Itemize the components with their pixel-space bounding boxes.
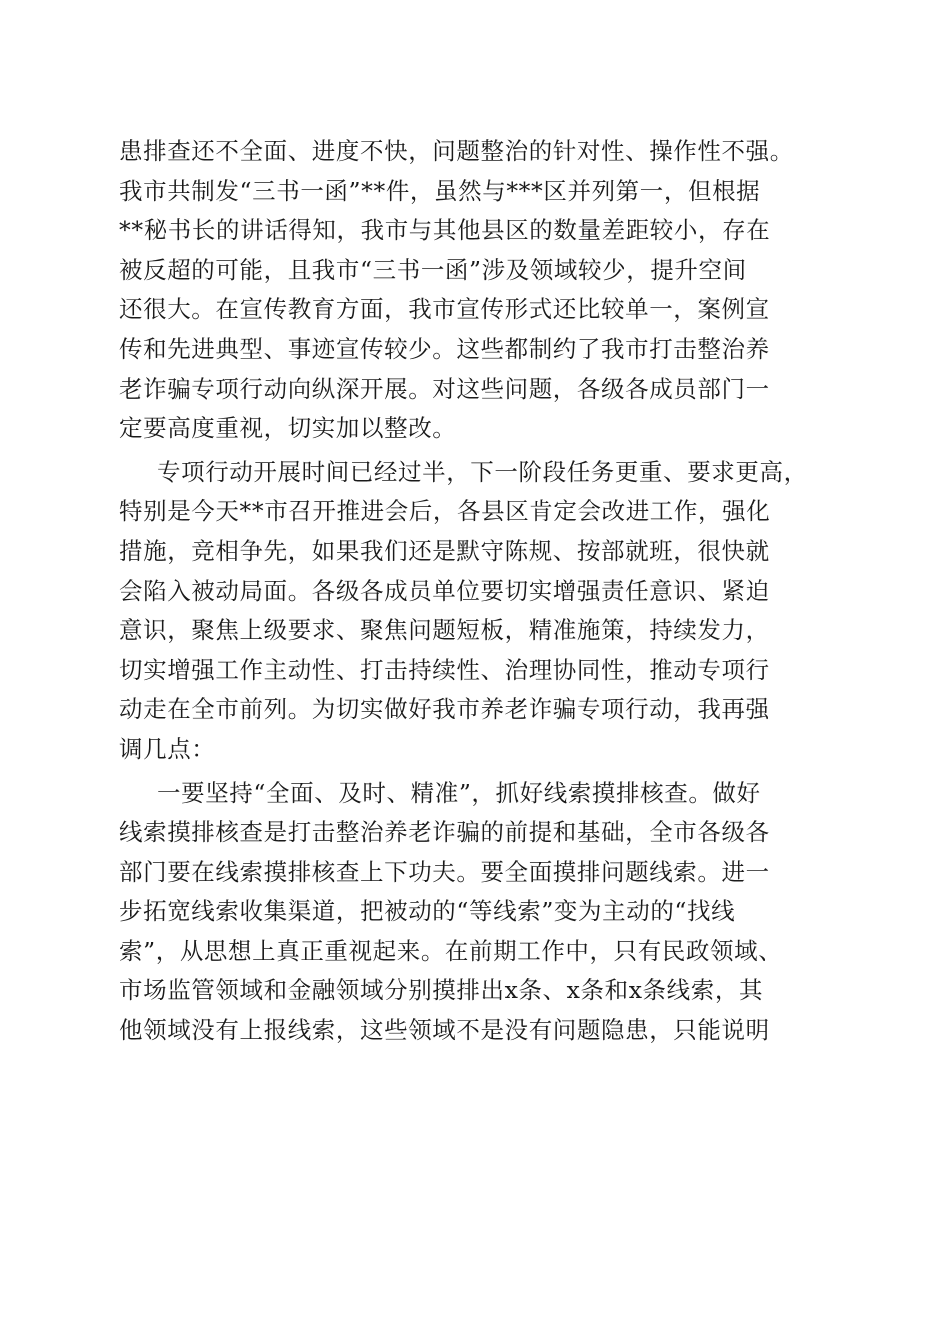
text-line-paragraph-start: 一要坚持“全面、及时、精准”，抓好线索摸排核查。做好	[157, 778, 761, 807]
text-line: 线索摸排核查是打击整治养老诈骗的前提和基础，全市各级各	[119, 818, 770, 847]
text-line-paragraph-start: 专项行动开展时间已经过半，下一阶段任务更重、要求更高，	[157, 457, 808, 486]
text-line: 我市共制发“三书一函”**件，虽然与***区并列第一，但根据	[119, 176, 761, 205]
text-line: 还很大。在宣传教育方面，我市宣传形式还比较单一，案例宣	[119, 295, 770, 324]
text-line: 意识，聚焦上级要求、聚焦问题短板，精准施策，持续发力，	[119, 616, 770, 645]
text-line: 会陷入被动局面。各级各成员单位要切实增强责任意识、紧迫	[119, 576, 770, 605]
text-line: **秘书长的讲话得知，我市与其他县区的数量差距较小，存在	[119, 216, 771, 245]
text-line: 步拓宽线索收集渠道，把被动的“等线索”变为主动的“找线	[119, 897, 736, 926]
text-line: 被反超的可能，且我市“三书一函”涉及领域较少，提升空间	[119, 255, 747, 284]
text-line: 传和先进典型、事迹宣传较少。这些都制约了我市打击整治养	[119, 334, 770, 363]
document-body	[119, 132, 839, 1051]
text-line: 措施，竞相争先，如果我们还是默守陈规、按部就班，很快就	[119, 536, 770, 565]
text-line: 索”，从思想上真正重视起来。在前期工作中，只有民政领域、	[119, 936, 783, 965]
text-line: 调几点：	[119, 734, 216, 763]
text-line: 市场监管领域和金融领域分别摸排出x条、x条和x条线索，其	[119, 976, 764, 1005]
text-line: 老诈骗专项行动向纵深开展。对这些问题，各级各成员部门一	[119, 374, 770, 403]
text-line: 特别是今天**市召开推进会后，各县区肯定会改进工作，强化	[119, 497, 771, 526]
text-line: 部门要在线索摸排核查上下功夫。要全面摸排问题线索。进一	[119, 857, 770, 886]
text-line: 他领域没有上报线索，这些领域不是没有问题隐患，只能说明	[119, 1016, 770, 1045]
text-line: 动走在全市前列。为切实做好我市养老诈骗专项行动，我再强	[119, 695, 770, 724]
text-line: 切实增强工作主动性、打击持续性、治理协同性，推动专项行	[119, 655, 770, 684]
text-line: 患排查还不全面、进度不快，问题整治的针对性、操作性不强。	[119, 137, 794, 165]
text-line: 定要高度重视，切实加以整改。	[119, 414, 457, 443]
